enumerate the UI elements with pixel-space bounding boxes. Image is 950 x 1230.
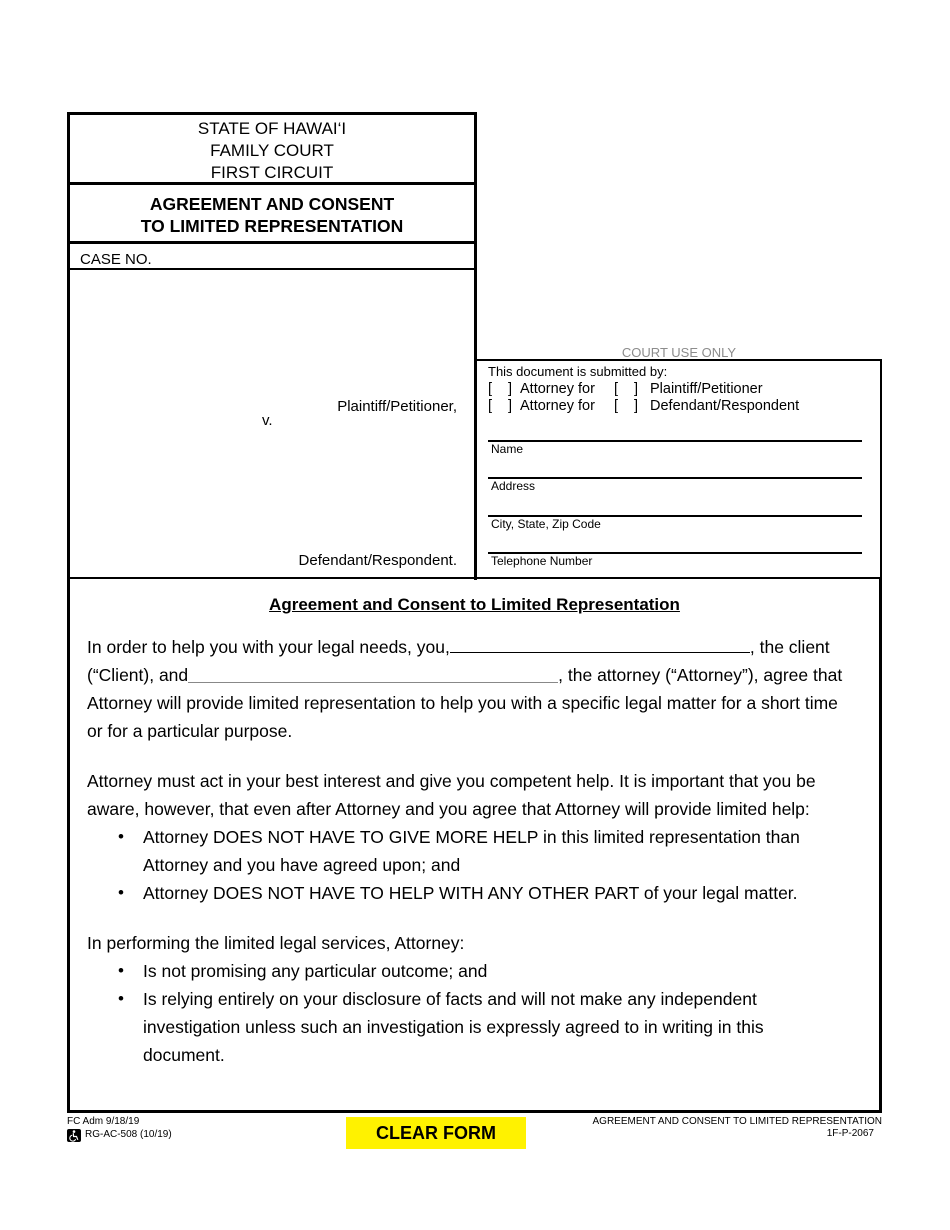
attorney-defendant-checkbox[interactable] xyxy=(488,398,518,414)
bullet: • xyxy=(118,989,124,1008)
bullet-1-2-line-1: Attorney DOES NOT HAVE TO HELP WITH ANY OTHER PART of your legal matter. xyxy=(143,883,798,903)
court-use-only-label: COURT USE ONLY xyxy=(621,345,737,360)
bracket-close: ] xyxy=(508,398,513,414)
caption-bottom-border xyxy=(67,577,882,579)
paragraph-1-line-1 xyxy=(87,633,877,661)
paragraph-1-line-4: or for a particular purpose. xyxy=(87,721,293,741)
address-input-field[interactable] xyxy=(488,457,862,477)
bracket-close: ] xyxy=(508,381,513,397)
body-right-border xyxy=(879,578,882,1113)
plaintiff-petitioner-checkbox[interactable] xyxy=(614,381,644,397)
defendant-respondent-label: Defendant/Respondent xyxy=(650,398,800,414)
paragraph-2-line-2: aware, however, that even after Attorney and you agree that Attorney will provide limited help: xyxy=(87,799,810,819)
address-underline xyxy=(488,477,862,479)
plaintiff-label: Plaintiff/Petitioner, xyxy=(337,398,457,415)
form-title-line-1: AGREEMENT AND CONSENT xyxy=(149,194,395,214)
bullet-2-2-line-3: document. xyxy=(143,1045,225,1065)
name-input-field[interactable] xyxy=(488,420,862,440)
footer-form-code: FC Adm 9/18/19 xyxy=(67,1116,140,1127)
defendant-name-field[interactable] xyxy=(80,440,460,545)
address-field-label: Address xyxy=(491,479,536,493)
bracket-close: ] xyxy=(634,381,639,397)
court-line-state: STATE OF HAWAI‘I xyxy=(197,119,347,138)
bracket-open: [ xyxy=(614,381,619,397)
body-left-border xyxy=(67,578,70,1113)
p1-text-c: (“Client), and xyxy=(87,665,189,685)
paragraph-2-line-1: Attorney must act in your best interest and give you competent help. It is important that you be xyxy=(87,771,816,791)
city-state-zip-field-label: City, State, Zip Code xyxy=(491,517,601,531)
client-name-field[interactable] xyxy=(450,634,750,653)
bullet: • xyxy=(118,883,124,902)
defendant-respondent-checkbox[interactable] xyxy=(614,398,644,414)
footer-form-number: 1F-P-2067 xyxy=(826,1128,874,1139)
bullet-1-1-line-2: Attorney and you have agreed upon; and xyxy=(143,855,461,875)
body-bottom-border xyxy=(67,1110,882,1113)
bullet-2-2-line-2: investigation unless such an investigation is expressly agreed to in writing in this xyxy=(143,1017,764,1037)
bullet: • xyxy=(118,961,124,980)
header-top-border xyxy=(67,112,477,115)
court-line-circuit: FIRST CIRCUIT xyxy=(210,163,334,182)
case-no-field[interactable] xyxy=(160,248,465,268)
bullet: • xyxy=(118,827,124,846)
attorney-plaintiff-checkbox[interactable] xyxy=(488,381,518,397)
p1-text-a: In order to help you with your legal needs, you, xyxy=(87,637,450,657)
plaintiff-petitioner-label: Plaintiff/Petitioner xyxy=(650,381,763,397)
name-field-label: Name xyxy=(491,442,524,456)
name-underline xyxy=(488,440,862,442)
p1-text-b: , the client xyxy=(749,637,830,657)
telephone-input-field[interactable] xyxy=(488,532,862,552)
bracket-open: [ xyxy=(488,398,493,414)
attorney-for-label-1: Attorney for xyxy=(520,381,595,397)
bullet-2-2-line-1: Is relying entirely on your disclosure of facts and will not make any independent xyxy=(143,989,757,1009)
city-state-zip-input-field[interactable] xyxy=(488,495,862,515)
bullet-1-1-line-1: Attorney DOES NOT HAVE TO GIVE MORE HELP in this limited representation than xyxy=(143,827,800,847)
header-divider-3 xyxy=(67,268,477,270)
accessibility-icon xyxy=(67,1129,81,1142)
telephone-field-label: Telephone Number xyxy=(491,554,593,568)
clear-form-button[interactable]: CLEAR FORM xyxy=(346,1117,526,1149)
attorney-name-field[interactable] xyxy=(188,663,558,681)
body-heading: Agreement and Consent to Limited Representation xyxy=(269,595,680,614)
bracket-open: [ xyxy=(488,381,493,397)
attorney-for-label-2: Attorney for xyxy=(520,398,595,414)
plaintiff-name-field[interactable] xyxy=(80,280,460,390)
case-no-label: CASE NO. xyxy=(80,251,152,268)
paragraph-1-line-2 xyxy=(87,661,877,689)
defendant-label: Defendant/Respondent. xyxy=(298,552,457,569)
form-title-line-2: TO LIMITED REPRESENTATION xyxy=(140,216,404,236)
versus-label: v. xyxy=(262,412,273,429)
bullet-2-1-line-1: Is not promising any particular outcome; and xyxy=(143,961,488,981)
court-line-court: FAMILY COURT xyxy=(210,141,334,160)
bracket-open: [ xyxy=(614,398,619,414)
footer-rg-code: RG-AC-508 (10/19) xyxy=(85,1129,172,1140)
court-use-right-border xyxy=(880,359,882,580)
form-title xyxy=(69,193,475,237)
p1-text-d: , the attorney (“Attorney”), agree that xyxy=(558,665,843,685)
header-divider-2 xyxy=(67,241,477,244)
footer-form-title: AGREEMENT AND CONSENT TO LIMITED REPRESENTATION xyxy=(592,1116,882,1127)
paragraph-1-line-3: Attorney will provide limited representation to help you with a specific legal matter for a short time xyxy=(87,693,838,713)
bracket-close: ] xyxy=(634,398,639,414)
submitted-by-label: This document is submitted by: xyxy=(488,364,668,379)
paragraph-3: In performing the limited legal services, Attorney: xyxy=(87,933,465,953)
court-name xyxy=(69,118,475,184)
